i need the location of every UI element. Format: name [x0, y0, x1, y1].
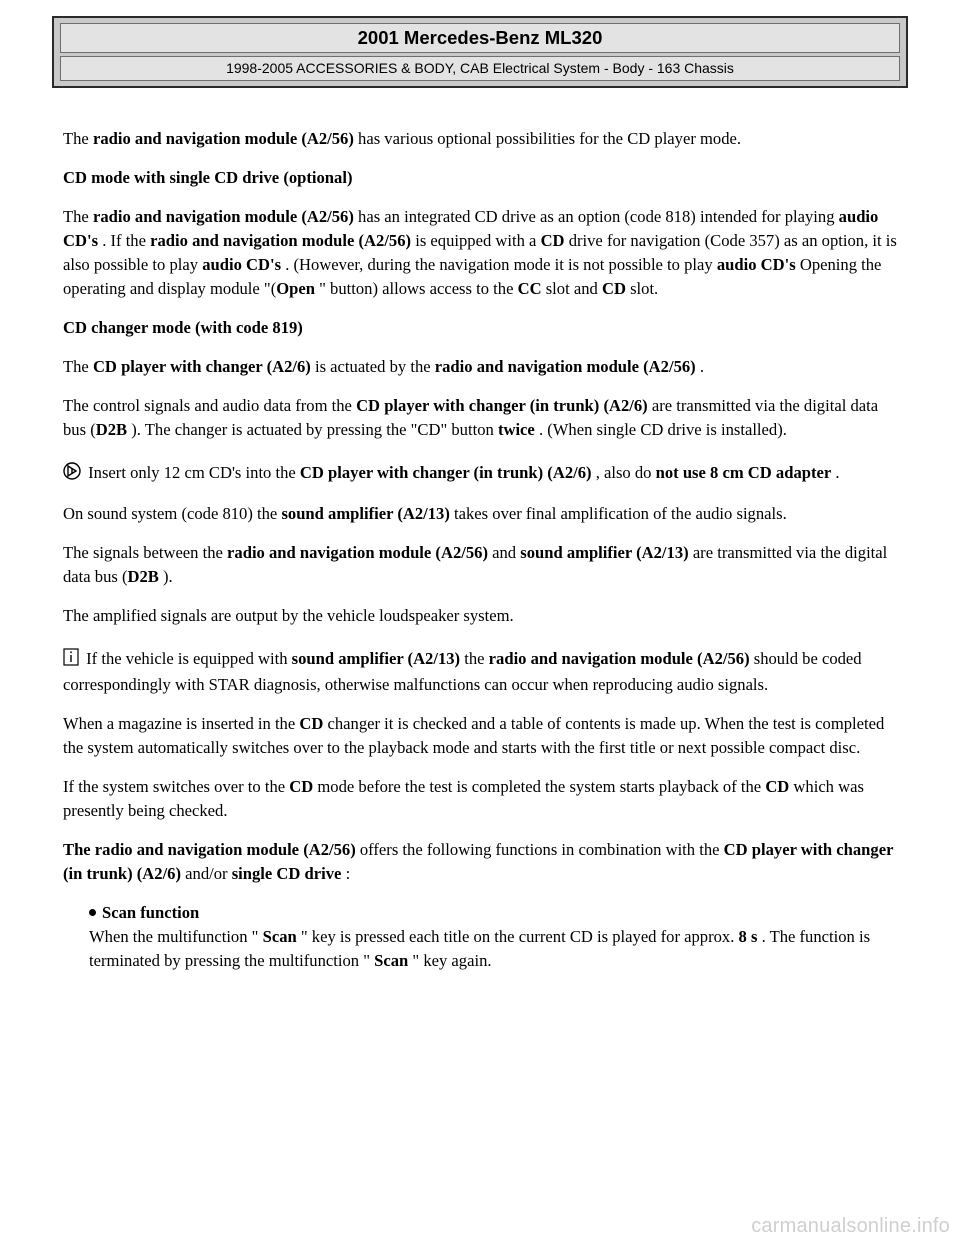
list-item: [89, 901, 903, 973]
info-icon: [63, 648, 79, 673]
list-item-title: Scan function: [102, 903, 200, 922]
document-title: 2001 Mercedes-Benz ML320: [60, 23, 900, 53]
info-note: If the vehicle is equipped with sound amplifier (A2/13) the radio and navigation module (A2/56) should be coded correspondingly with STAR diagnosis, otherwise malfunctions can occur when reproducing audio signals.: [63, 649, 862, 694]
watermark: carmanualsonline.info: [751, 1215, 950, 1237]
paragraph: The radio and navigation module (A2/56) has an integrated CD drive as an option (code 818) intended for playing audio CD's . If the radio and navigation module (A2/56) is equipped with a CD drive for navigation (Code 357) as an option, it is also possible to play audio CD's . (However, during the navigation mode it is not possible to play audio CD's Opening the operating and display module "(Open " button) allows access to the CC slot and CD slot.: [63, 207, 897, 298]
bullet-dot-icon: [89, 909, 96, 916]
paragraph: The amplified signals are output by the vehicle loudspeaker system.: [63, 606, 514, 625]
paragraph: If the system switches over to the CD mode before the test is completed the system starts playback of the CD which was presently being checked.: [63, 777, 864, 820]
section-heading: CD changer mode (with code 819): [63, 318, 303, 337]
paragraph: The radio and navigation module (A2/56) has various optional possibilities for the CD player mode.: [63, 129, 742, 148]
list-item-body: When the multifunction " Scan " key is pressed each title on the current CD is played for approx. 8 s . The function is terminated by pressing the multifunction " Scan " key again.: [89, 927, 871, 970]
paragraph: The radio and navigation module (A2/56) offers the following functions in combination with the CD player with changer (in trunk) (A2/6) and/or single CD drive :: [63, 840, 894, 883]
document-header: [52, 16, 908, 88]
document-body: [63, 127, 903, 973]
paragraph: The signals between the radio and navigation module (A2/56) and sound amplifier (A2/13) are transmitted via the digital data bus (D2B ).: [63, 543, 888, 586]
caution-icon: [63, 462, 81, 487]
paragraph: The control signals and audio data from the CD player with changer (in trunk) (A2/6) are transmitted via the digital data bus (D2B ). The changer is actuated by pressing the "CD" button twice . (When single CD drive is installed).: [63, 396, 879, 439]
paragraph: On sound system (code 810) the sound amplifier (A2/13) takes over final amplification of the audio signals.: [63, 504, 787, 523]
caution-note: Insert only 12 cm CD's into the CD player with changer (in trunk) (A2/6) , also do not use 8 cm CD adapter .: [63, 461, 903, 487]
paragraph: The CD player with changer (A2/6) is actuated by the radio and navigation module (A2/56) .: [63, 357, 704, 376]
paragraph: When a magazine is inserted in the CD changer it is checked and a table of contents is made up. When the test is completed the system automatically switches over to the playback mode and starts with the first title or next possible compact disc.: [63, 714, 885, 757]
document-subtitle: 1998-2005 ACCESSORIES & BODY, CAB Electrical System - Body - 163 Chassis: [60, 56, 900, 81]
section-heading: CD mode with single CD drive (optional): [63, 168, 353, 187]
